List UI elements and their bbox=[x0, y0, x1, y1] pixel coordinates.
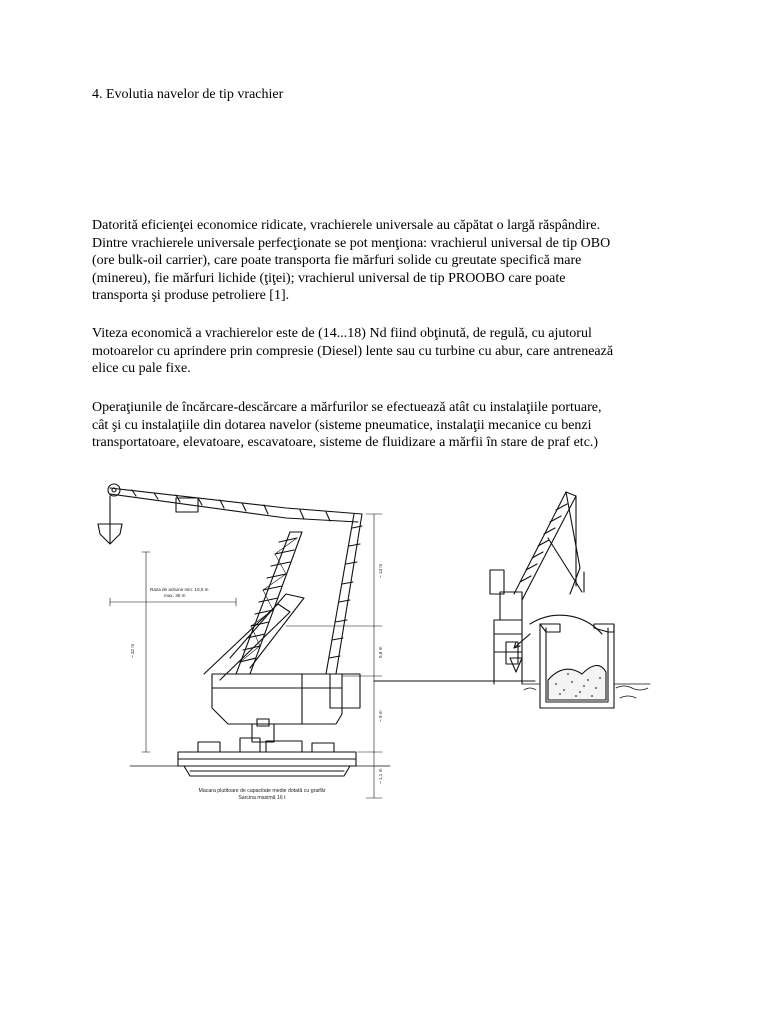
floating-crane-illustration bbox=[98, 484, 390, 798]
dim-bottom-label: ~ 1,1 m bbox=[378, 768, 383, 784]
paragraph-economic-speed: Viteza economică a vrachierelor este de (14...18) Nd fiind obţinută, de regulă, cu ajutorul motoarelor cu aprindere prin compresie (Diesel) lente sau cu turbine cu abur, care antrenează elice cu pale fixe. bbox=[92, 326, 614, 376]
radius-label-line2: max. 30 m bbox=[164, 593, 186, 598]
portal-crane-ship-hold-illustration bbox=[484, 492, 650, 708]
paragraph-bulk-carriers: Datorită eficienţei economice ridicate, vrachierele universale au căpătat o largă răspândire. Dintre vrachierele universale perfecţionate se pot menţiona: vrachierul universal de tip OBO (ore bulk-oil carrier), care poate transporta fie mărfuri solide cu greutate specifică mare (minereu), fie mărfuri lichide (ţiţei); vrachierul universal de tip PROOBO care poate transporta şi produse petroliere [1]. bbox=[92, 218, 611, 303]
radius-label-line1: Raza de actiune min. 10,5 m bbox=[150, 587, 209, 592]
dim-top-label: ~ 13 m bbox=[378, 563, 383, 578]
figure-caption-line2: Sarcina maximă 16 t bbox=[238, 795, 286, 801]
crane-drawing bbox=[90, 462, 668, 810]
height-total-label: ~ 32 m bbox=[130, 643, 135, 658]
dim-middle-label: 5,8 m bbox=[378, 646, 383, 658]
figure-caption-line1: Macara plutitoare de capacitate medie dotată cu graifăr bbox=[198, 788, 326, 794]
section-heading: 4. Evolutia navelor de tip vrachier bbox=[92, 87, 284, 102]
dim-lower-label: ~ 9 m bbox=[378, 710, 383, 722]
paragraph-loading-operations: Operaţiunile de încărcare-descărcare a mărfurilor se efectuează atât cu instalaţiile portuare, cât şi cu instalaţiile din dotarea navelor (sisteme pneumatice, instalaţii mecanice cu benzi transportatoare, elevatoare, escavatoare, sisteme de fluidizare a mărfii în stare de praf etc.) bbox=[92, 400, 602, 450]
crane-figure bbox=[90, 462, 668, 810]
